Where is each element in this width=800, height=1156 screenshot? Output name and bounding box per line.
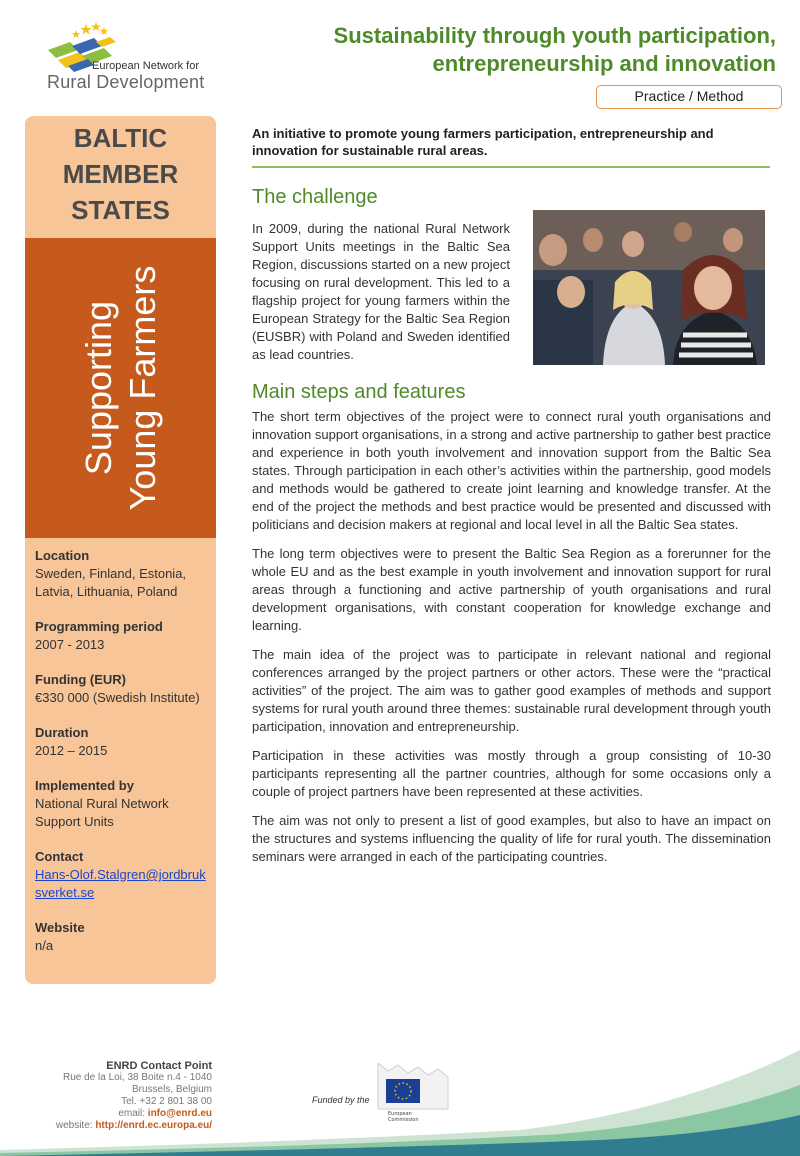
title-line2: entrepreneurship and innovation bbox=[432, 51, 776, 76]
email-label: email: bbox=[118, 1108, 148, 1119]
topic-title bbox=[77, 238, 165, 538]
paragraph: The short term objectives of the project were to connect rural youth organisations and innovation support organisations, in a strong and active partnership to gather best practice and experience in both youth involvement and innovation support from the Baltic Sea states. Through participation in each other’s activities within the partnership, good models and methods would be gathered to create joint learning and knowledge transfer. At the end of the project the methods and best practice would be presented and discussed with politicians and decision makers at regional and local level in all the Baltic Sea states. bbox=[252, 409, 771, 532]
divider bbox=[252, 166, 770, 168]
fact-programming-period bbox=[35, 618, 211, 654]
topic-line2: Young Farmers bbox=[121, 265, 163, 511]
challenge-text: In 2009, during the national Rural Network Support Units meetings in the Baltic Sea Region, discussions started on a new project focusing on rural development. This led to a flagship project for young farmers within the European Strategy for the Baltic Sea Region (EUSBR) with Poland and Sweden identified as lead countries. bbox=[252, 221, 510, 362]
workshop-photo bbox=[533, 210, 765, 365]
fact-label: Website bbox=[35, 920, 85, 935]
title-line1: Sustainability through youth participation, bbox=[333, 23, 776, 48]
logo-line2: Rural Development bbox=[47, 72, 205, 92]
paragraph: The long term objectives were to present the Baltic Sea Region as a forerunner for the whole EU and as the best example in youth involvement and innovation support for rural areas through a functioning and active partnership of youth organisations and rural development organisations, with constant cooperation for knowledge exchange and learning. bbox=[252, 546, 771, 633]
fact-value: n/a bbox=[35, 938, 54, 953]
fact-label: Location bbox=[35, 548, 90, 563]
topic-band bbox=[25, 238, 216, 538]
contact-address2: Brussels, Belgium bbox=[131, 1084, 212, 1095]
steps-heading: Main steps and features bbox=[252, 381, 466, 403]
contact-title: ENRD Contact Point bbox=[106, 1060, 212, 1072]
funded-by-label: Funded by the bbox=[312, 1095, 370, 1105]
category-badge: Practice / Method bbox=[596, 85, 782, 109]
logo-stars bbox=[72, 22, 109, 38]
fact-location bbox=[35, 547, 211, 601]
fact-implemented-by bbox=[35, 777, 211, 831]
contact-tel: Tel. +32 2 801 38 00 bbox=[121, 1096, 212, 1107]
challenge-heading: The challenge bbox=[252, 186, 378, 208]
fact-value: Sweden, Finland, Estonia, Latvia, Lithuania, Poland bbox=[35, 566, 187, 599]
footer-website-link[interactable]: http://enrd.ec.europa.eu/ bbox=[95, 1120, 212, 1131]
logo-line1: European Network for bbox=[92, 60, 199, 72]
contact-address1: Rue de la Loi, 38 Boite n.4 - 1040 bbox=[63, 1072, 212, 1083]
fact-value: National Rural Network Support Units bbox=[35, 796, 169, 829]
contact-email-link[interactable]: Hans-Olof.Stalgren@jordbruksverket.se bbox=[35, 867, 206, 900]
region-label: BALTIC MEMBER STATES bbox=[62, 123, 179, 225]
contact-email-row bbox=[40, 1108, 212, 1120]
fact-value: 2007 - 2013 bbox=[35, 637, 105, 652]
fact-funding bbox=[35, 671, 211, 707]
contact-point bbox=[40, 1060, 212, 1132]
fact-label: Duration bbox=[35, 725, 89, 740]
paragraph: The main idea of the project was to participate in relevant national and regional conferences arranged by the project partners or other actors. These were the “practical activities” of the project. The aim was to gather good examples of methods and support systems for rural youth around three themes: sustainable rural development through youth participation, innovation and entrepreneurship. bbox=[252, 647, 771, 734]
body-text bbox=[252, 408, 771, 877]
eu-label2: Commission bbox=[388, 1117, 419, 1123]
website-label: website: bbox=[55, 1120, 96, 1131]
topic-line1: Supporting bbox=[77, 300, 119, 476]
eu-commission-logo bbox=[368, 1063, 458, 1125]
project-facts bbox=[35, 547, 211, 972]
intro-text: An initiative to promote young farmers participation, entrepreneurship and innovation for sustainable rural areas. bbox=[252, 126, 714, 158]
fact-duration bbox=[35, 724, 211, 760]
page-title bbox=[334, 22, 776, 78]
fact-label: Programming period bbox=[35, 619, 163, 634]
fact-value: €330 000 (Swedish Institute) bbox=[35, 690, 200, 705]
fact-label: Funding (EUR) bbox=[35, 672, 126, 687]
fact-website bbox=[35, 919, 211, 955]
fact-contact bbox=[35, 848, 211, 902]
paragraph: The aim was not only to present a list of good examples, but also to have an impact on the structures and systems influencing the quality of life for rural youth. The dissemination seminars were arranged in each of the participating countries. bbox=[252, 813, 771, 864]
footer-email-link[interactable]: info@enrd.eu bbox=[147, 1108, 212, 1119]
fact-label: Implemented by bbox=[35, 778, 134, 793]
contact-website-row bbox=[40, 1120, 212, 1132]
eu-label1: European bbox=[388, 1111, 412, 1117]
fact-label: Contact bbox=[35, 849, 84, 864]
fact-value: 2012 – 2015 bbox=[35, 743, 108, 758]
paragraph: Participation in these activities was mostly through a group consisting of 10-30 participants representing all the partner countries, although for some occasions only a couple of project partners have been represented at these activities. bbox=[252, 748, 771, 799]
